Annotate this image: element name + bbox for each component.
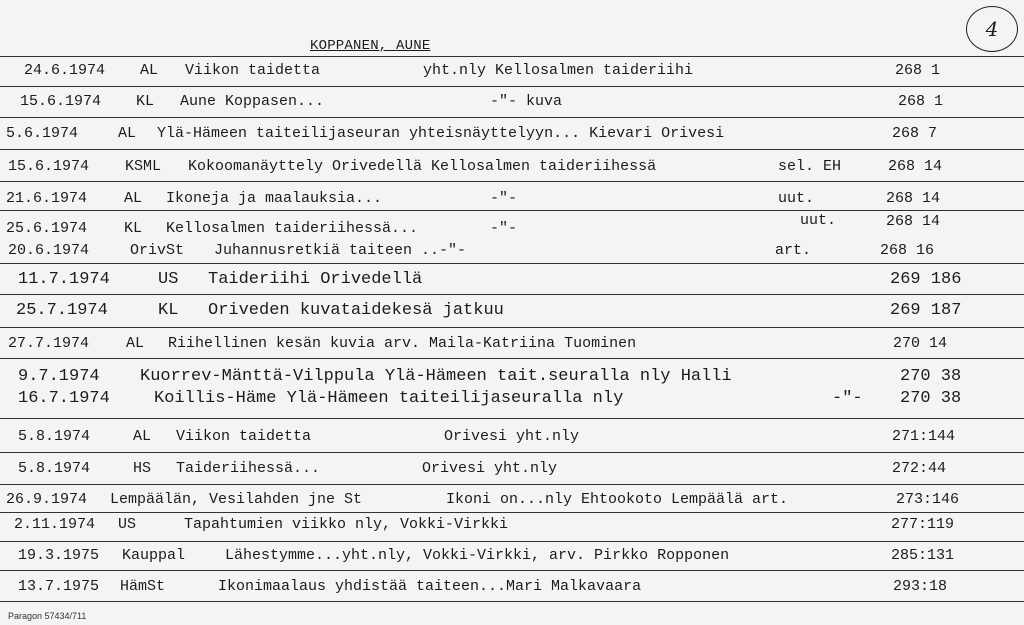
entry-tag: sel. EH — [778, 158, 842, 175]
rule-line — [0, 452, 1024, 453]
entry-row — [0, 547, 1024, 571]
entry-date: 20.6.1974 — [8, 242, 90, 259]
page-number: 4 — [985, 17, 999, 41]
entry-text: Ylä-Hämeen taiteilijaseuran yhteisnäyttelyyn... Kievari Orivesi — [157, 125, 725, 142]
entry-ref: 272:44 — [892, 460, 947, 477]
entry-extra: Orivesi yht.nly — [444, 428, 580, 445]
entry-date: 15.6.1974 — [20, 93, 102, 110]
entry-text: Taideriihi Orivedellä — [208, 270, 423, 289]
entry-ref: 269 186 — [890, 270, 962, 289]
page-number-circle — [966, 6, 1018, 52]
entry-tag: art. — [775, 242, 812, 259]
entry-date: 26.9.1974 — [6, 491, 88, 508]
entry-source: AL — [140, 62, 159, 79]
entry-row — [0, 301, 1024, 325]
entry-date: 24.6.1974 — [24, 62, 106, 79]
entry-text: Koillis-Häme Ylä-Hämeen taiteilijaseuralla nly — [154, 389, 624, 408]
rule-line — [0, 418, 1024, 419]
entry-row — [0, 335, 1024, 359]
entry-text: Lähestymme...yht.nly, Vokki-Virkki, arv. Pirkko Ropponen — [225, 547, 730, 564]
entry-date: 11.7.1974 — [18, 270, 110, 289]
entry-date: 5.8.1974 — [18, 460, 91, 477]
entry-ref: 268 1 — [895, 62, 941, 79]
entry-text: Riihellinen kesän kuvia arv. Maila-Katriina Tuominen — [168, 335, 637, 352]
entry-tag: -"- — [832, 389, 863, 408]
rule-line — [0, 263, 1024, 264]
entry-ref: 271:144 — [892, 428, 956, 445]
entry-date: 9.7.1974 — [18, 367, 100, 386]
entry-extra: -"- — [490, 190, 518, 207]
printer-mark: Paragon 57434/711 — [8, 611, 87, 621]
entry-text: Taideriihessä... — [176, 460, 321, 477]
entry-row — [0, 428, 1024, 452]
entry-ref: 277:119 — [891, 516, 955, 533]
entry-source: OrivSt — [130, 242, 185, 259]
rule-line — [0, 181, 1024, 182]
rule-line — [0, 512, 1024, 513]
entry-date: 16.7.1974 — [18, 389, 110, 408]
entry-tag: uut. — [800, 212, 837, 229]
entry-extra: yht.nly Kellosalmen taideriihi — [423, 62, 694, 79]
entry-text: Ikoneja ja maalauksia... — [166, 190, 383, 207]
entry-date: 25.6.1974 — [6, 220, 88, 237]
entry-row — [0, 93, 1024, 117]
rule-line — [0, 541, 1024, 542]
entry-text: Ikonimaalaus yhdistää taiteen...Mari Malkavaara — [218, 578, 642, 595]
entry-row — [0, 212, 1024, 244]
entry-text: Viikon taidetta — [176, 428, 312, 445]
rule-line — [0, 117, 1024, 118]
entry-extra: -"- kuva — [490, 93, 563, 110]
entry-ref: 268 14 — [888, 158, 943, 175]
entry-extra: -"- — [490, 220, 518, 237]
entry-text: Viikon taidetta — [185, 62, 321, 79]
rule-line — [0, 570, 1024, 571]
entry-date: 2.11.1974 — [14, 516, 96, 533]
entry-source: KL — [124, 220, 143, 237]
entry-row — [0, 125, 1024, 149]
entry-row — [0, 578, 1024, 602]
entry-text: Juhannusretkiä taiteen ..-"- — [214, 242, 467, 259]
entry-row — [0, 389, 1024, 413]
entry-source: AL — [124, 190, 143, 207]
entry-date: 27.7.1974 — [8, 335, 90, 352]
entry-ref: 269 187 — [890, 301, 962, 320]
entry-row — [0, 62, 1024, 86]
entry-text: Aune Koppasen... — [180, 93, 325, 110]
entry-source: AL — [133, 428, 152, 445]
entry-text: Kokoomanäyttely Orivedellä Kellosalmen taideriihessä — [188, 158, 657, 175]
entry-source: HS — [133, 460, 152, 477]
rule-line — [0, 210, 1024, 211]
card-title: KOPPANEN, AUNE — [310, 38, 431, 54]
entry-source: US — [158, 270, 179, 289]
entry-extra: Orivesi yht.nly — [422, 460, 558, 477]
rule-line — [0, 358, 1024, 359]
rule-line — [0, 86, 1024, 87]
entry-date: 5.8.1974 — [18, 428, 91, 445]
entry-row — [0, 158, 1024, 182]
entry-source: AL — [126, 335, 145, 352]
entry-date: 21.6.1974 — [6, 190, 88, 207]
entry-date: 13.7.1975 — [18, 578, 100, 595]
entry-row — [0, 516, 1024, 540]
entry-source: Lempäälän, Vesilahden jne St — [110, 491, 363, 508]
entry-ref: 268 14 — [886, 190, 941, 207]
entry-source: AL — [118, 125, 137, 142]
entry-date: 19.3.1975 — [18, 547, 100, 564]
entry-text: Kuorrev-Mänttä-Vilppula Ylä-Hämeen tait.seuralla nly Halli — [140, 367, 732, 386]
entry-source: KL — [158, 301, 179, 320]
entry-text: Tapahtumien viikko nly, Vokki-Virkki — [184, 516, 509, 533]
entry-source: KL — [136, 93, 155, 110]
entry-row — [0, 367, 1024, 391]
entry-ref: 270 14 — [893, 335, 948, 352]
entry-ref: 268 7 — [892, 125, 938, 142]
rule-line — [0, 327, 1024, 328]
entry-text: Ikoni on...nly Ehtookoto Lempäälä art. — [446, 491, 789, 508]
entry-date: 5.6.1974 — [6, 125, 79, 142]
entry-text: Kellosalmen taideriihessä... — [166, 220, 419, 237]
rule-line — [0, 294, 1024, 295]
entry-text: Oriveden kuvataidekesä jatkuu — [208, 301, 504, 320]
entry-ref: 293:18 — [893, 578, 948, 595]
entry-ref: 270 38 — [900, 367, 962, 386]
entry-source: US — [118, 516, 137, 533]
entry-ref: 270 38 — [900, 389, 962, 408]
entry-date: 25.7.1974 — [16, 301, 108, 320]
entry-source: HämSt — [120, 578, 166, 595]
entry-tag: uut. — [778, 190, 815, 207]
entry-source: KSML — [125, 158, 162, 175]
entry-ref: 268 1 — [898, 93, 944, 110]
entry-row — [0, 460, 1024, 484]
entry-row — [0, 270, 1024, 294]
rule-line — [0, 56, 1024, 57]
entry-ref: 268 14 — [886, 213, 941, 230]
rule-line — [0, 601, 1024, 602]
entry-ref: 285:131 — [891, 547, 955, 564]
entry-ref: 273:146 — [896, 491, 960, 508]
rule-line — [0, 484, 1024, 485]
entry-source: Kauppal — [122, 547, 186, 564]
entry-ref: 268 16 — [880, 242, 935, 259]
entry-date: 15.6.1974 — [8, 158, 90, 175]
rule-line — [0, 149, 1024, 150]
